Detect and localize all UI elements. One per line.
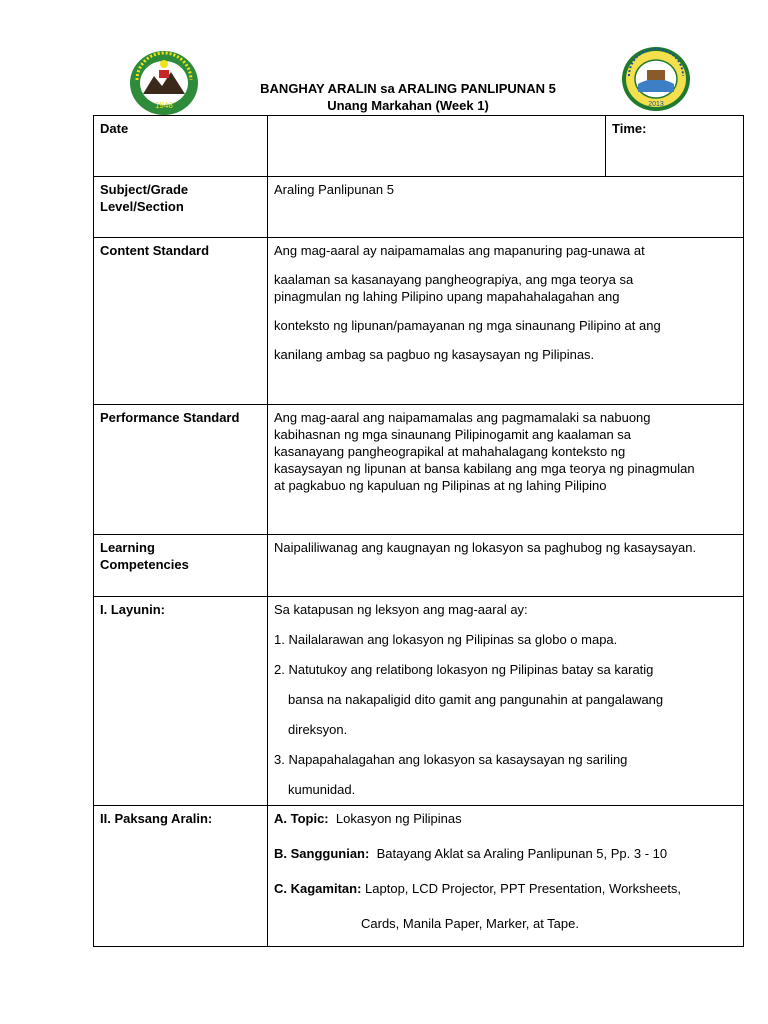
paksang-aralin-row: [94, 806, 744, 947]
layunin-value-cell: [268, 597, 744, 806]
layunin-item-2-cont: bansa na nakapaligid dito gamit ang pangunahin at pangalawang: [288, 692, 664, 707]
document-title: BANGHAY ARALIN sa ARALING PANLIPUNAN 5: [260, 81, 556, 96]
competencies-value-cell: [268, 535, 744, 597]
paksang-aralin-label: II. Paksang Aralin:: [100, 811, 213, 826]
topic-key: A. Topic:: [274, 811, 329, 826]
performance-standard-label: Performance Standard: [100, 410, 240, 425]
performance-standard-line: kabihasnan ng mga sinaunang Pilipinogamit ang kaalaman sa: [274, 427, 632, 442]
performance-standard-label-cell: [94, 405, 268, 535]
kagamitan-line: [274, 880, 737, 897]
right-seal-year: 2013: [648, 101, 664, 108]
layunin-item-3: 3. Napapahalagahan ang lokasyon sa kasaysayan ng sariling: [274, 752, 628, 767]
date-row: [94, 116, 744, 177]
performance-standard-line: kasaysayan ng lipunan at bansa kabilang ang mga teorya ng pinagmulan: [274, 461, 695, 476]
layunin-item-3-cont: kumunidad.: [288, 782, 356, 797]
competencies-value: Naipaliliwanag ang kaugnayan ng lokasyon sa paghubog ng kasaysayan.: [274, 540, 697, 555]
content-standard-line: kanilang ambag sa pagbuo ng kasaysayan ng Pilipinas.: [274, 347, 595, 362]
layunin-item-2-cont: direksyon.: [288, 722, 348, 737]
content-standard-label-cell: [94, 238, 268, 405]
performance-standard-value-cell: [268, 405, 744, 535]
subject-label-cell: [94, 177, 268, 238]
performance-standard-row: [94, 405, 744, 535]
content-standard-line: konteksto ng lipunan/pamayanan ng mga sinaunang Pilipino at ang: [274, 318, 661, 333]
layunin-row: [94, 597, 744, 806]
lesson-plan-table: [93, 115, 744, 947]
content-standard-value-cell: [268, 238, 744, 405]
subject-value-cell: [268, 177, 744, 238]
layunin-item-2: 2. Natutukoy ang relatibong lokasyon ng Pilipinas batay sa karatig: [274, 662, 654, 677]
layunin-intro: Sa katapusan ng leksyon ang mag-aaral ay:: [274, 602, 528, 617]
subject-row: [94, 177, 744, 238]
competencies-label-cell: [94, 535, 268, 597]
competencies-label-line1: Learning: [100, 540, 155, 555]
subject-label-line1: Subject/Grade: [100, 182, 189, 197]
content-standard-line: pinagmulan ng lahing Pilipino upang mapahahalagahan ang: [274, 289, 620, 304]
document-subtitle: Unang Markahan (Week 1): [327, 98, 489, 113]
content-standard-label: Content Standard: [100, 243, 210, 258]
topic-line: [274, 810, 737, 827]
time-label-cell: [606, 116, 744, 177]
performance-standard-line: at pagkabuo ng kapuluan ng Pilipinas at ng lahing Pilipino: [274, 478, 607, 493]
topic-value: Lokasyon ng Pilipinas: [335, 811, 462, 826]
layunin-label-cell: [94, 597, 268, 806]
content-standard-row: [94, 238, 744, 405]
performance-standard-line: Ang mag-aaral ang naipamamalas ang pagmamalaki sa nabuong: [274, 410, 651, 425]
content-standard-line: kaalaman sa kasanayang pangheograpiya, ang mga teorya sa: [274, 272, 634, 287]
layunin-item-1: 1. Nailalarawan ang lokasyon ng Pilipinas sa globo o mapa.: [274, 632, 618, 647]
kagamitan-key: C. Kagamitan:: [274, 881, 362, 896]
competencies-label-line2: Competencies: [100, 557, 189, 572]
kagamitan-value: Laptop, LCD Projector, PPT Presentation, Worksheets,: [365, 881, 682, 896]
subject-value: Araling Panlipunan 5: [274, 182, 394, 197]
kagamitan-cont: Cards, Manila Paper, Marker, at Tape.: [361, 916, 579, 931]
time-label: Time:: [612, 121, 647, 136]
sanggunian-line: [274, 845, 737, 862]
competencies-row: [94, 535, 744, 597]
sanggunian-key: B. Sanggunian:: [274, 846, 370, 861]
content-standard-line: Ang mag-aaral ay naipamamalas ang mapanuring pag-unawa at: [274, 243, 645, 258]
paksang-aralin-value-cell: [268, 806, 744, 947]
date-label-cell: [94, 116, 268, 177]
date-value-cell: [268, 116, 606, 177]
paksang-aralin-label-cell: [94, 806, 268, 947]
layunin-label: I. Layunin:: [100, 602, 165, 617]
performance-standard-line: kasanayang pangheograpikal at mahahalagang konteksto ng: [274, 444, 626, 459]
sanggunian-value: Batayang Aklat sa Araling Panlipunan 5, Pp. 3 - 10: [376, 846, 668, 861]
left-seal-year: 1948: [155, 101, 173, 110]
date-label: Date: [100, 121, 129, 136]
subject-label-line2: Level/Section: [100, 199, 184, 214]
